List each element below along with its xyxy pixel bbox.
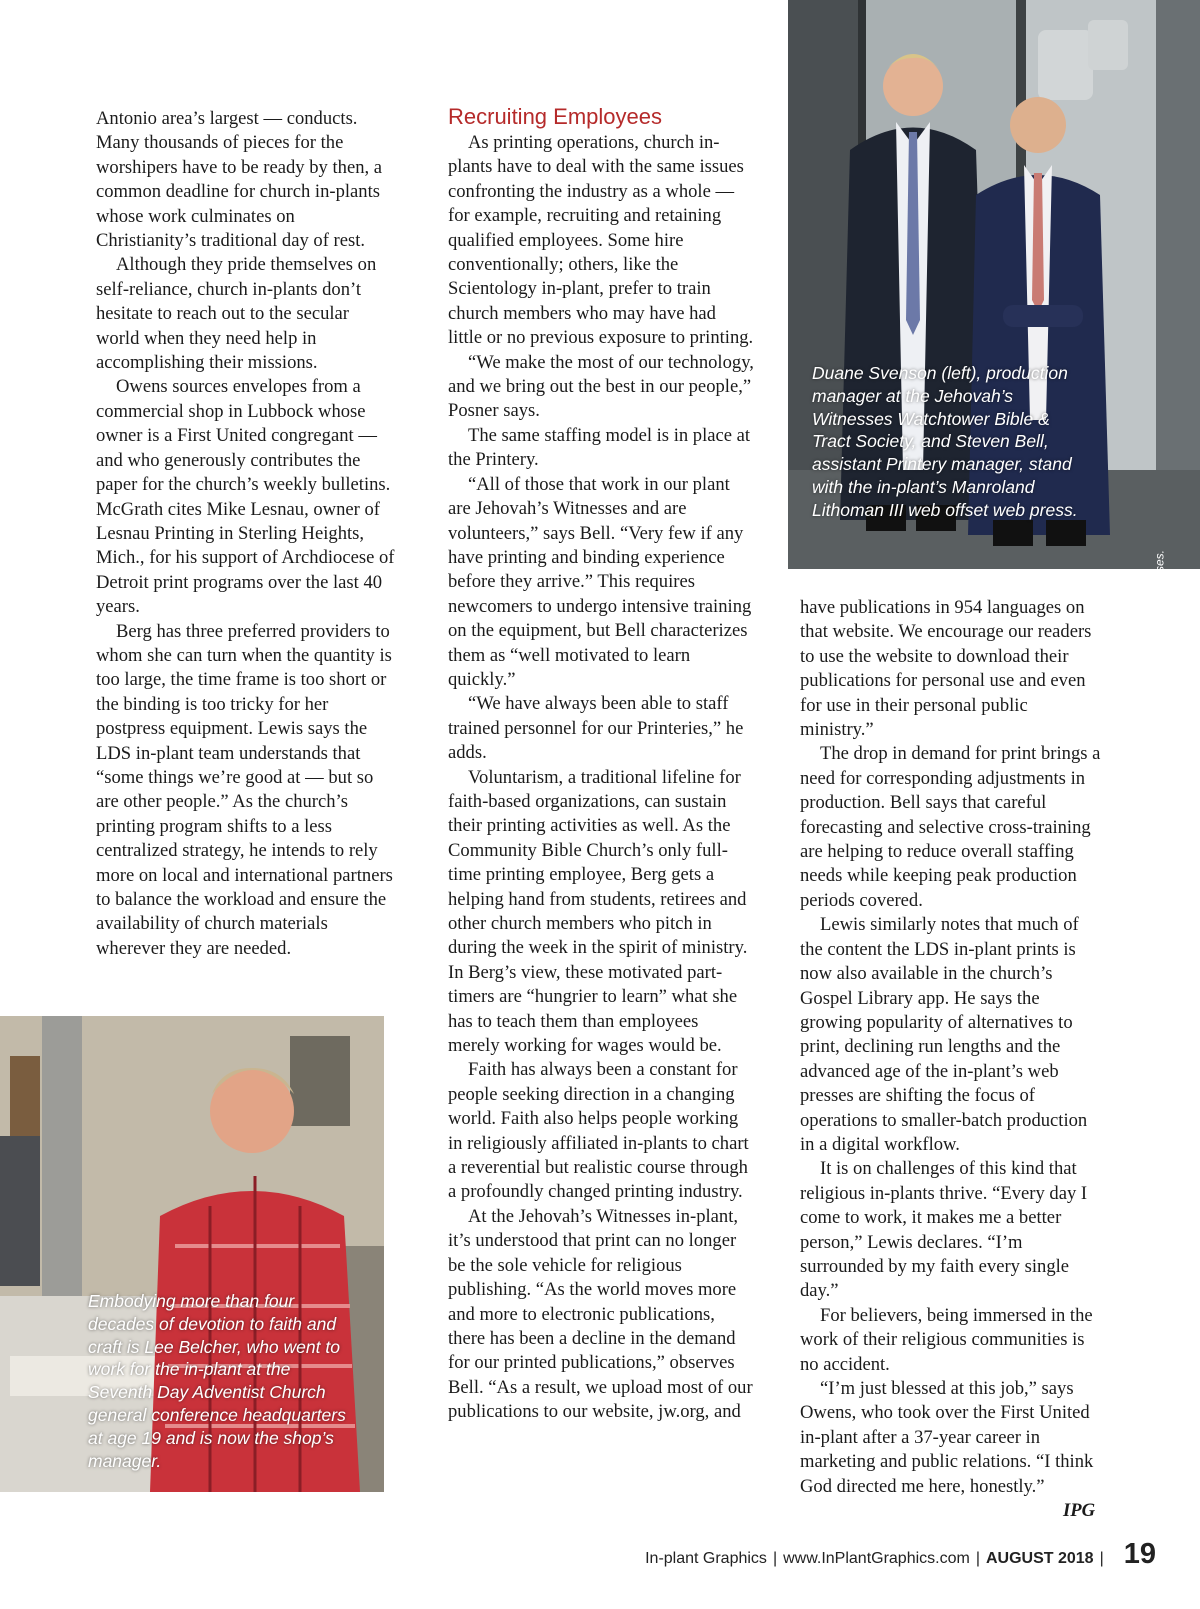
paragraph: Although they pride themselves on self-reliance, church in-plants don’t hesitate to reach out to the secular world when they need help in accomplishing their missions.	[96, 254, 377, 374]
footer-separator: |	[1099, 1550, 1104, 1567]
article-column-3	[800, 596, 1105, 1523]
end-mark: IPG	[1062, 1500, 1095, 1522]
footer-separator: |	[975, 1550, 980, 1567]
paragraph: At the Jehovah’s Witnesses in-plant, it’s understood that print can no longer be the sole vehicle for religious publishing. “As the world moves more and more to electronic publications, there has been a decline in the demand for our printed publications,” observes Bell. “As a result, we upload most of our publications to our website, jw.org, and	[448, 1205, 753, 1423]
paragraph: Faith has always been a constant for people seeking direction in a changing world. Faith also helps people working in religiously affiliated in-plants to chart a reverential but realistic course through a profoundly changed printing industry.	[448, 1059, 749, 1203]
photo-caption: Embodying more than four decades of devotion to faith and craft is Lee Belcher, who went to work for the in-plant at the Seventh Day Adventist Church general conference headquarters at age 19 and is now the shop’s manager.	[88, 1291, 346, 1471]
paragraph: The drop in demand for print brings a need for corresponding adjustments in production. Bell says that careful forecasting and selective cross-training are helping to reduce overall staffing needs while keeping peak production periods covered.	[800, 743, 1101, 911]
footer-separator: |	[772, 1550, 778, 1567]
photo-shop-manager	[0, 1016, 384, 1492]
issue-date: AUGUST 2018	[985, 1550, 1094, 1567]
section-heading: Recruiting Employees	[448, 104, 662, 129]
paragraph: Berg has three preferred providers to whom she can turn when the quantity is too large, the time frame is too short or the binding is too tricky for her postpress equipment. Lewis says the LDS in-plant team understands that “some things we’re good at — but so are other people.” As the church’s printing program shifts to a less centralized strategy, he intends to rely more on local and international partners to balance the workload and ensure the availability of church materials wherever they are needed.	[96, 620, 393, 959]
paragraph: have publications in 954 languages on that website. We encourage our readers to use the website to download their publications for personal use and even for use in their personal public ministry.”	[800, 597, 1092, 741]
article-column-1	[96, 107, 396, 961]
page-footer	[645, 1538, 1156, 1576]
paragraph: Lewis similarly notes that much of the content the LDS in-plant prints is now also available in the church’s Gospel Library app. He says the growing popularity of alternatives to print, declining run lengths and the advanced age of the in-plant’s web presses are shifting the focus of operations to smaller-batch production in a digital workflow.	[800, 914, 1088, 1155]
paragraph: For believers, being immersed in the work of their religious communities is no accident.	[800, 1304, 1093, 1375]
magazine-name: In-plant Graphics	[645, 1550, 767, 1567]
paragraph: Voluntarism, a traditional lifeline for faith-based organizations, can sustain their printing activities as well. As the Community Bible Church’s only full-time printing employee, Berg gets a helping hand from students, retirees and other church members who pitch in during the week in the spirit of ministry. In Berg’s view, these motivated part-timers are “hungrier to learn” what she has to teach them than employees merely working for wages would be.	[448, 766, 748, 1057]
page-number: 19	[1123, 1538, 1156, 1570]
paragraph: “I’m just blessed at this job,” says Owens, who took over the First United in-plant after a 37-year career in marketing and public relations. “I think God directed me here, honestly.”	[800, 1378, 1094, 1497]
website-link[interactable]: www.InPlantGraphics.com	[783, 1550, 970, 1567]
paragraph: It is on challenges of this kind that religious in-plants thrive. “Every day I come to work, it makes me a better person,” Lewis declares. “I’m surrounded by my faith every single day.”	[800, 1158, 1088, 1302]
paragraph: Owens sources envelopes from a commercial shop in Lubbock whose owner is a First United congregant — and who generously contributes the paper for the church’s weekly bulletins. McGrath cites Mike Lesnau, owner of Lesnau Printing in Sterling Heights, Mich., for his support of Archdiocese of Detroit print programs over the last 40 years.	[96, 376, 395, 618]
paragraph: “We make the most of our technology, and we bring out the best in our people,” Posner says.	[448, 351, 754, 422]
photo-caption: Duane Svenson (left), production manager at the Jehovah’s Witnesses Watchtower Bible & Tract Society, and Steven Bell, assistant Printery manager, stand with the in-plant’s Manroland Lithoman III web offset web press.	[812, 363, 1078, 520]
paragraph: “All of those that work in our plant are Jehovah’s Witnesses and are volunteers,” says Bell. “Very few if any have printing and binding experience before they arrive.” This requires newcomers to undergo intensive training on the equipment, but Bell characterizes them as “well motivated to learn quickly.”	[448, 473, 752, 690]
article-column-2	[448, 131, 754, 1425]
paragraph: “We have always been able to staff trained personnel for our Printeries,” he adds.	[448, 693, 744, 764]
photo-credit: Courtesy of Jehovah’s Witnesses.	[1152, 550, 1166, 731]
paragraph: As printing operations, church in-plants have to deal with the same issues confronting the industry as a whole — for example, recruiting and retaining qualified employees. Some hire conventionally; others, like the Scientology in-plant, prefer to train church members who may have had little or no previous exposure to printing.	[448, 132, 754, 349]
paragraph: The same staffing model is in place at the Printery.	[448, 424, 751, 471]
paragraph: Antonio area’s largest — conducts. Many thousands of pieces for the worshipers have to be ready by then, a common deadline for church in-plants whose work culminates on Christianity’s traditional day of rest.	[96, 108, 383, 252]
